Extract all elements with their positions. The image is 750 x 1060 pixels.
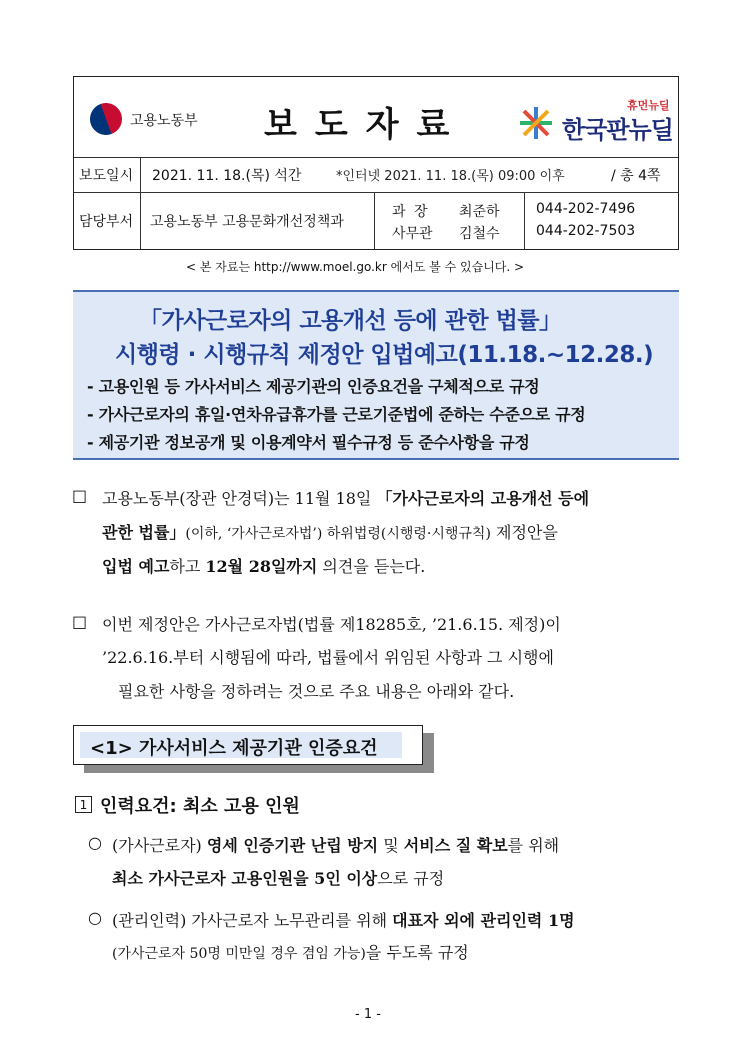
para2-line2: ’22.6.16.부터 시행됨에 따라, 법률에서 위임된 사항과 그 시행에: [102, 648, 554, 667]
item1-line1: [112, 833, 559, 856]
para1-text: 고용노동부(장관 안경덕)는 11월 18일: [102, 489, 377, 508]
dept-name: 고용노동부 고용문화개선정책과: [150, 214, 344, 230]
item1-text: 를 위해: [507, 836, 560, 855]
headline-line1: 「가사근로자의 고용개선 등에 관한 법률」: [139, 308, 562, 334]
headline-box: [73, 290, 679, 460]
item1-emphasis: 서비스 질 확보: [403, 836, 508, 855]
para1-text: 하고: [169, 557, 206, 576]
dept-label: 담당부서: [79, 214, 134, 230]
headline-bullet: - 가사근로자의 휴일·연차유급휴가를 근로기준법에 준하는 수준으로 규정: [87, 405, 586, 424]
new-deal-logo-icon: [516, 103, 556, 143]
release-date: 2021. 11. 18.(목) 석간: [152, 168, 302, 184]
para1-law-name: 「가사근로자의 고용개선 등에: [376, 489, 590, 508]
section-heading-box: [73, 725, 423, 765]
para1-emphasis: 입법 예고: [102, 557, 170, 576]
item2-marker: ○: [88, 908, 102, 927]
page-title: 보도자료: [264, 105, 468, 145]
para1-text: 의견을 듣는다.: [317, 557, 426, 576]
brand-subtitle: 휴먼뉴딜: [627, 99, 670, 112]
item2-emphasis: 대표자 외에 관리인력 1명: [392, 911, 575, 930]
item1-text: 및: [378, 836, 404, 855]
para1-line1: [102, 486, 589, 509]
contact1-title: 과 장: [392, 204, 430, 220]
item1-marker: ○: [88, 833, 102, 852]
item2-line2: [112, 940, 469, 963]
para1-text: 제정안을: [490, 523, 558, 542]
page-number: - 1 -: [355, 1007, 381, 1022]
para1-text: (시행령·시행규칙): [380, 526, 491, 542]
para2-line1: 이번 제정안은 가사근로자법(법률 제18285호, ’21.6.15. 제정)이: [102, 615, 561, 634]
headline-line2: 시행령 · 시행규칙 제정안 입법예고(11.18.~12.28.): [115, 342, 654, 368]
headline-bullet: - 제공기관 정보공개 및 이용계약서 필수규정 등 준수사항을 규정: [87, 433, 530, 452]
contact2-phone: 044-202-7503: [536, 223, 636, 239]
item1-text: (가사근로자): [112, 836, 207, 855]
item2-note: (가사근로자 50명 미만일 경우 겸임 가능): [112, 946, 366, 962]
item2-text: 을 두도록 규정: [365, 943, 469, 962]
para1-law-name-end: 관한 법률」: [102, 523, 186, 542]
para2-marker: □: [72, 612, 88, 631]
ministry-logo-icon: [85, 98, 126, 139]
para1-marker: □: [72, 486, 88, 505]
subsection-title: 인력요건: 최소 고용 인원: [100, 796, 300, 817]
para1-line2: [102, 520, 558, 543]
item1-text: 으로 규정: [377, 869, 445, 888]
section-heading: <1> 가사서비스 제공기관 인증요건: [90, 738, 378, 759]
contact2-name: 김철수: [459, 226, 500, 242]
page-count: / 총 4쪽: [611, 168, 661, 184]
item1-line2: [112, 866, 444, 889]
subsection-number: 1: [75, 796, 92, 813]
brand-title: 한국판뉴딜: [562, 116, 673, 144]
para1-deadline: 12월 28일까지: [205, 557, 318, 576]
contact2-title: 사무관: [392, 226, 433, 242]
item2-text: (관리인력) 가사근로자 노무관리를 위해: [112, 911, 393, 930]
item2-line1: [112, 908, 575, 931]
contact1-phone: 044-202-7496: [536, 201, 636, 217]
item1-emphasis: 영세 인증기관 난립 방지: [206, 836, 379, 855]
press-header-table: [73, 76, 679, 250]
website-notice: < 본 자료는 http://www.moel.go.kr 에서도 볼 수 있습니다. >: [186, 260, 525, 274]
release-label: 보도일시: [79, 168, 134, 184]
para2-line3: 필요한 사항을 정하려는 것으로 주요 내용은 아래와 같다.: [118, 682, 515, 701]
contact1-name: 최준하: [459, 204, 500, 220]
para1-line3: [102, 554, 425, 577]
para1-text: (이하, ‘가사근로자법’) 하위법령: [185, 526, 381, 542]
internet-release: *인터넷 2021. 11. 18.(목) 09:00 이후: [336, 169, 565, 184]
headline-bullet: - 고용인원 등 가사서비스 제공기관의 인증요건을 구체적으로 규정: [87, 377, 540, 396]
item1-emphasis: 최소 가사근로자 고용인원을 5인 이상: [112, 869, 378, 888]
ministry-logo-text: 고용노동부: [130, 113, 198, 129]
